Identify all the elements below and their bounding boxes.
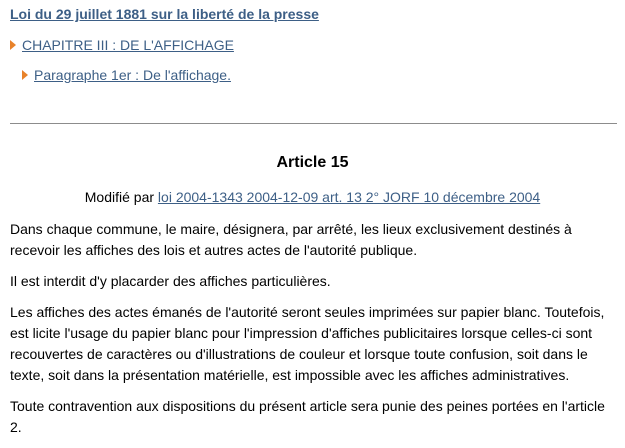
article-paragraph: Les affiches des actes émanés de l'autorité seront seules imprimées sur papier blanc. Toutefois, est licite l'usage du papier blanc pour l'impression d'affiches publicitaires lorsque celles-ci sont recouvertes de caractères ou d'illustrations de couleur et lorsque toute confusion, soit dans le texte, soit dans la présentation matérielle, est impossible avec les affiches administratives.	[10, 304, 605, 383]
article-paragraph: Il est interdit d'y placarder des affiches particulières.	[10, 273, 331, 289]
arrow-right-icon	[10, 40, 16, 50]
article-paragraph: Toute contravention aux dispositions du présent article sera punie des peines portées en l'article 2.	[10, 398, 605, 435]
arrow-right-icon	[22, 70, 28, 80]
breadcrumb-paragraph	[22, 67, 231, 83]
chapter-link[interactable]: CHAPITRE III : DE L'AFFICHAGE	[22, 37, 234, 53]
article-paragraph: Dans chaque commune, le maire, désignera, par arrêté, les lieux exclusivement destinés à recevoir les affiches des lois et autres actes de l'autorité publique.	[10, 221, 572, 258]
article-title: Article 15	[276, 154, 349, 171]
modified-prefix: Modifié par	[84, 189, 155, 205]
breadcrumb-chapter	[10, 37, 234, 53]
article-body	[10, 219, 617, 448]
section-divider	[10, 123, 617, 124]
modifying-law-link[interactable]: loi 2004-1343 2004-12-09 art. 13 2° JORF 10 décembre 2004	[157, 189, 541, 205]
paragraph-link[interactable]: Paragraphe 1er : De l'affichage.	[34, 67, 231, 83]
law-title-link[interactable]: Loi du 29 juillet 1881 sur la liberté de la presse	[10, 6, 319, 22]
modification-note	[0, 189, 625, 205]
